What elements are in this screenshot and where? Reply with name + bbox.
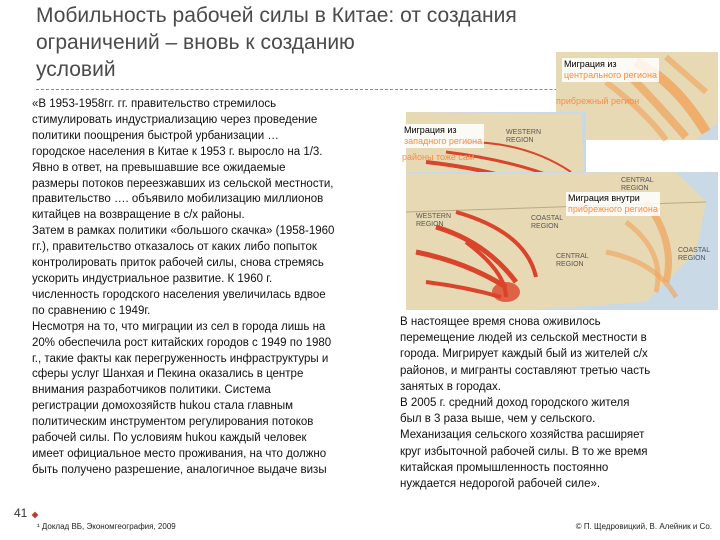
left-text-line: правительство …. объявило мобилизацию миллионов [32,193,324,206]
right-text-line: районов, и мигранты составляют третью часть [400,364,651,377]
right-text-line: был в 3 раза выше, чем у сельского. [400,413,596,426]
region-label: COASTAL [531,215,564,222]
caption-line: центрального региона [564,70,657,80]
region-label: REGION [678,255,706,262]
left-text-line: китайцев на возвращение в с/х районы. [32,209,245,222]
label-coastal-destination: прибрежный регион [556,96,640,106]
left-text-line: сферы услуг Шанхая и Пекина оказались в центре [32,368,304,381]
left-text-line: контролировать приток рабочей силы, снова стремясь [32,257,324,270]
migration-maps [402,52,718,310]
caption-line: Миграция внутри [568,193,640,203]
region-label: COASTAL [678,247,711,254]
region-label: WESTERN [506,129,541,136]
right-text-line: круг избыточной рабочей силы. В то же время [400,445,648,458]
left-text-line: 20% обеспечила рост китайских городов с 1949 по 1980 [32,336,332,349]
right-text-line: нуждается недорогой рабочей силе». [400,478,601,491]
title-line-2: ограничений – вновь к созданию [36,31,355,54]
region-label: CENTRAL [621,177,654,184]
region-label: REGION [621,185,649,192]
left-text-line: стимулировать индустриализацию через проведение [32,113,318,126]
footnote-source: ¹ Доклад ВБ, Экономгеография, 2009 [37,522,176,531]
left-text-line: регистрации домохозяйств hukou стала главным [32,400,294,413]
left-text-line: Явно в ответ, на превышавшие все ожидаемые [32,161,286,174]
region-label: REGION [416,221,444,228]
right-text-line: В настоящее время снова оживилось [400,316,601,328]
right-text-line: перемещение людей из сельской местности в [400,332,647,345]
left-text-line: Затем в рамках политики «большого скачка» (1958-1960 [32,225,335,238]
left-text-line: внимания разработчиков политики. Система [32,384,271,397]
region-label: REGION [556,261,584,268]
left-text-line: по сравнению с 1949г. [32,304,151,317]
region-label: REGION [531,223,559,230]
left-text-line: имеет официальное место проживания, на что должно [32,447,327,460]
left-text-line: размеры потоков переезжавших из сельской местности, [32,177,334,190]
region-label: REGION [506,137,534,144]
left-text-line: ускорить индустриальное развитие. К 1960 г. [32,272,273,285]
migration-map-graphic [406,52,718,310]
right-text-line: занятых в городах. [400,380,501,393]
footnote-marker-icon [32,512,39,519]
title-line-3: условий [36,58,116,81]
left-text-line: рабочей силы. По условиям hukou каждый человек [32,432,307,445]
left-text-line: политическим инструментом регулирования потоков [32,416,314,429]
left-text-line: «В 1953-1958гг. гг. правительство стремилось [32,98,277,110]
label-western-destination: районы тоже сам [402,152,475,162]
left-text-line: Несмотря на то, что миграции из сел в города лишь на [32,320,326,333]
footnote-copyright: © П. Щедровицкий, В. Алейник и Со. [575,522,712,531]
left-text-line: гг.), правительство отказалось от каких либо попыток [32,241,317,254]
caption-western-migration [402,124,484,148]
map-coastal-migration [406,172,718,310]
caption-inside-coastal [566,192,660,216]
right-body-text [400,314,716,492]
left-body-text [32,97,404,479]
left-text-line: городское населения в Китае к 1953 г. выросло на 1/3. [32,145,323,158]
left-text-line: г., такие факты как перегруженность инфраструктуры и [32,352,329,365]
caption-central-migration [562,58,659,82]
page-number: 41 [14,506,28,520]
right-text-line: китайская промышленность постоянно [400,461,609,474]
right-text-line: Механизация сельского хозяйства расширяет [400,429,645,442]
caption-line: Миграция из [564,59,617,69]
caption-line: Миграция из [404,125,457,135]
right-text-line: В 2005 г. средний доход городского жителя [400,397,630,410]
right-text-line: города. Мигрирует каждый бый из жителей с/х [400,348,648,361]
caption-line: прибрежного региона [568,204,658,214]
region-label: WESTERN [416,213,451,220]
caption-line: западного региона [404,136,483,146]
region-label: CENTRAL [556,253,589,260]
left-text-line: быть получено разрешение, аналогичное выдаче визы [32,463,327,476]
left-text-line: политики поощрения быстрой урбанизации … [32,129,279,142]
title-line-1: Мобильность рабочей силы в Китае: от создания [36,4,517,27]
left-text-line: численность городского населения увеличилась вдвое [32,288,326,301]
